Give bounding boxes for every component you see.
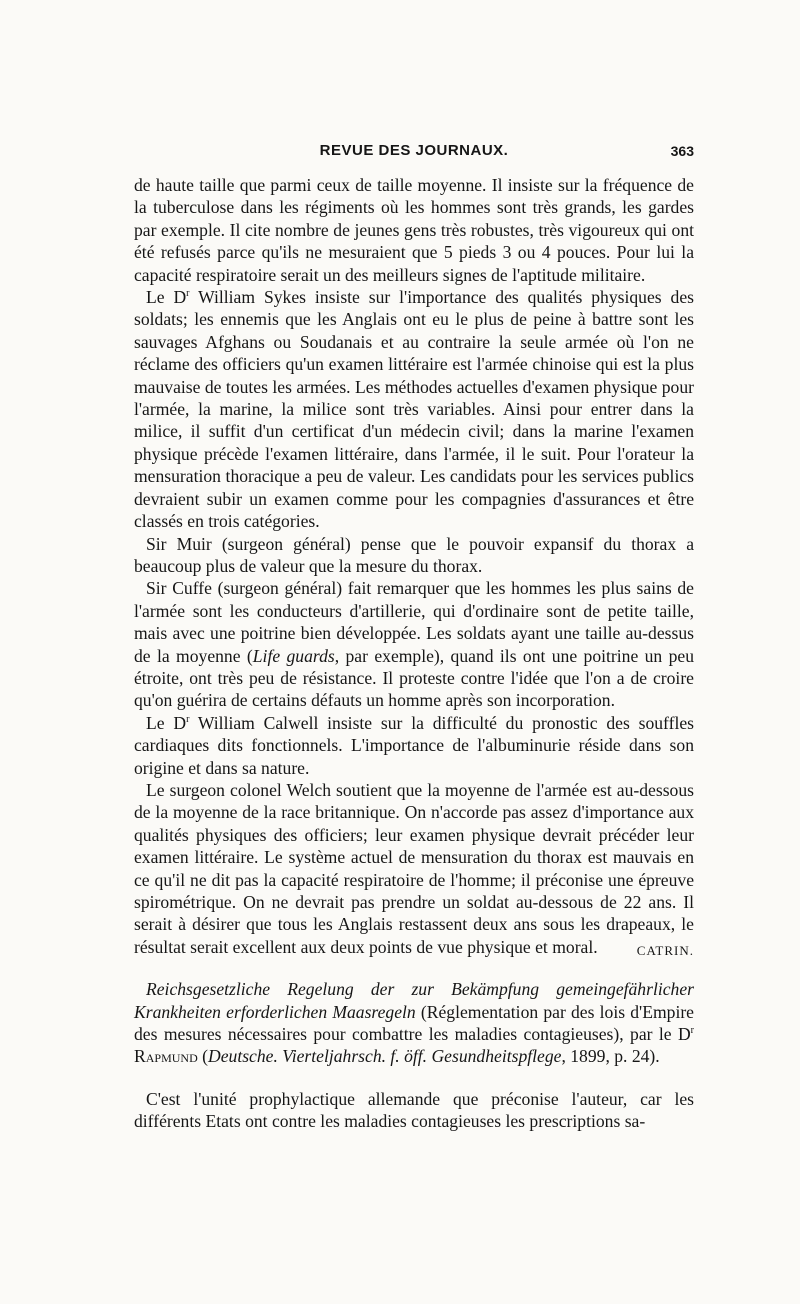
- paragraph-calwell: Le $D^r$ William Calwell insiste sur la difficulté du pronostic des souffles cardiaques dits fonctionnels. L'importance de l'albuminurie réside dans son origine et dans sa nature.: [134, 712, 694, 778]
- paragraph-welch: Le surgeon colonel Welch soutient que la moyenne de l'armée est au-dessous de la moyenne de la race britannique. On n'accorde pas assez d'importance aux qualités physiques des officiers; leur examen physique devrait précéder leur examen littéraire. Le système actuel de mensuration du thorax est mauvais en ce qu'il ne dit pas la capacité respiratoire de l'homme; il préconise une épreuve spirométrique. On ne devrait pas prendre un soldat au-dessous de 22 ans. Il serait à désirer que tous les Anglais restassent deux ans sous les drapeaux, le résultat serait excellent aux deux points de vue physique et moral. CATRIN.: [134, 779, 694, 958]
- paragraph-muir: Sir Muir (surgeon général) pense que le pouvoir expansif du thorax a beaucoup plus de valeur que la mesure du thorax.: [134, 533, 694, 576]
- paragraph-cuffe: Sir Cuffe (surgeon général) fait remarquer que les hommes les plus sains de l'armée sont les conducteurs d'artillerie, qui d'ordinaire sont de petite taille, mais avec une poitrine bien développée. Les soldats ayant une taille au-dessus de la moyenne (Life guards, par exemple), quand ils ont une poitrine un peu étroite, ont très peu de résistance. Il proteste contre l'idée que l'on a de croire qu'on guérira de certains défauts un homme après son incorporation.: [134, 578, 694, 711]
- article-body: [134, 174, 694, 1133]
- running-title: REVUE DES JOURNAUX.: [319, 142, 509, 159]
- paragraph-final: C'est l'unité prophylactique allemande que préconise l'auteur, car les différents Etats ont contre les maladies contagieuses les prescriptions sa-: [134, 1088, 694, 1132]
- running-header: [134, 142, 694, 168]
- paragraph-1: de haute taille que parmi ceux de taille moyenne. Il insiste sur la fréquence de la tuberculose dans les régiments où les hommes sont très grands, les gardes par exemple. Il cite nombre de jeunes gens très robustes, très vigoureux qui ont été refusés parce qu'ils ne mesuraient que 5 pieds 3 ou 4 pouces. Pour lui la capacité respiratoire serait un des meilleurs signes de l'aptitude militaire.: [134, 175, 694, 285]
- author-name: Rapmund: [134, 1046, 198, 1067]
- author-signature: CATRIN.: [636, 942, 694, 958]
- paragraph-sykes: Le $D^r$ William Sykes insiste sur l'importance des qualités physiques des soldats; les ennemis que les Anglais ont eu le plus de peine à battre sont les sauvages Afghans ou Soudanais et au contraire la seule armée où l'on ne réclame des officiers qu'un examen littéraire est l'armée chinoise qui est la plus mauvaise de toutes les armées. Les méthodes actuelles d'examen physique pour l'armée, la marine, la milice sont très variables. Ainsi pour entrer dans la milice, il suffit d'un certificat d'un médecin civil; dans la marine l'examen physique précède l'examen littéraire, dans l'armée, il le suit. Pour l'orateur la mensuration thoracique a peu de valeur. Les candidats pour les services publics devraient subir un examen comme pour les compagnies d'assurances et être classés en trois catégories.: [134, 287, 694, 532]
- german-title: Reichsgesetzliche Regelung der zur Bekämpfung gemeingefährlicher Krankheiten erforderlichen Maasregeln: [134, 979, 694, 1022]
- journal-page: [134, 142, 694, 1133]
- italic-life-guards: Life guards: [252, 645, 335, 666]
- paragraph-reference: Reichsgesetzliche Regelung der zur Bekämpfung gemeingefährlicher Krankheiten erforderlichen Maasregeln (Réglementation par des lois d'Empire des mesures nécessaires pour combattre les maladies contagieuses), par le $D^r$ Rapmund (Deutsche. Vierteljahrsch. f. öff. Gesundheitspflege, 1899, p. 24).: [134, 979, 694, 1067]
- journal-title: Deutsche. Vierteljahrsch. f. öff. Gesundheitspflege: [208, 1046, 562, 1067]
- page-number: 363: [670, 143, 694, 159]
